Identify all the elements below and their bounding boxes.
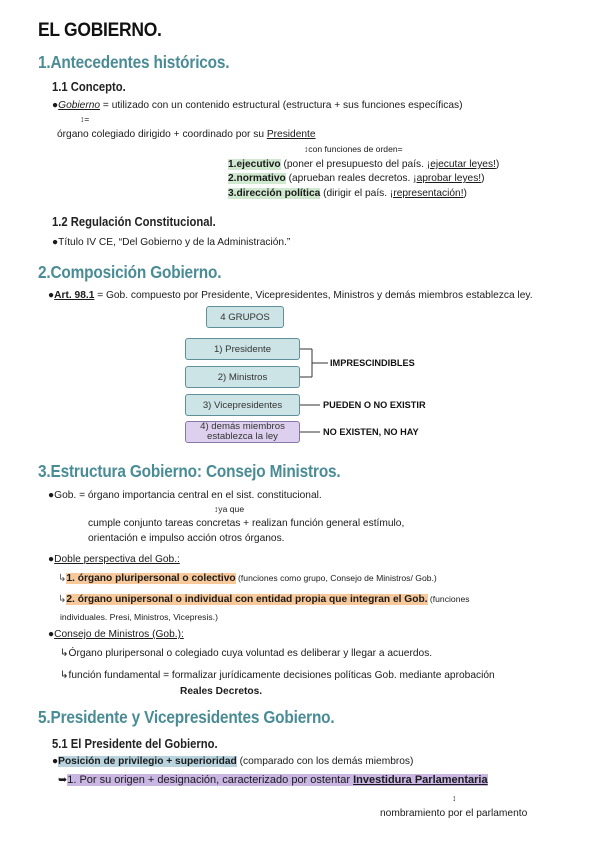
group-vicepresidentes-box: 3) Vicepresidentes <box>185 394 300 416</box>
function-political <box>228 187 467 200</box>
structure-p1c: cumple conjunto tareas concretas + realizan función general estímulo, <box>88 518 405 529</box>
article-ref: Art. 98.1 <box>54 290 95 301</box>
function-normative-emph: ¡aprobar leyes! <box>413 173 482 184</box>
functions-intro: ↕con funciones de orden= <box>304 144 403 154</box>
bullet: ● <box>52 756 59 767</box>
perspective-individual-note-2: individuales. Presi, Ministros, Vicepresis.) <box>60 612 218 622</box>
section-5-heading: 5.Presidente y Vicepresidentes Gobierno. <box>38 707 335 727</box>
diagram-connectors <box>300 340 330 440</box>
function-political-text: (dirigir el país. <box>320 188 390 199</box>
groups-box: 4 GRUPOS <box>206 306 284 328</box>
consejo-p3a: ↳Órgano pluripersonal o colegiado cuya voluntad es deliberar y llegar a acuerdos. <box>60 648 433 659</box>
concept-definition <box>52 99 463 112</box>
structure-ya-que: ↕ya que <box>214 504 245 514</box>
function-normative <box>228 172 485 185</box>
arrow-icon: ↳ <box>58 573 67 584</box>
group-presidente-box: 1) Presidente <box>185 338 300 360</box>
double-perspective <box>48 553 180 566</box>
structure-p1: ●Gob. = órgano importancia central en el sist. constitucional. <box>48 490 322 501</box>
article-text: = Gob. compuesto por Presidente, Vicepresidentes, Ministros y demás miembros establezca ley. <box>94 290 533 301</box>
label-pueden-o-no: PUEDEN O NO EXISTIR <box>323 400 426 410</box>
equivalence-mark: ↕= <box>80 114 90 124</box>
regulation-text: ●Título IV CE, “Del Gobierno y de la Administración.” <box>52 237 291 248</box>
bracket-connector <box>300 349 328 377</box>
label-no-existen: NO EXISTEN, NO HAY <box>323 427 419 437</box>
investidura-parlamentaria: Investidura Parlamentaria <box>353 774 488 786</box>
consejo-p3b: ↳función fundamental = formalizar jurídicamente decisiones políticas Gob. mediante aprobación <box>60 670 495 681</box>
concept-line-2 <box>57 128 316 141</box>
bullet: ● <box>48 629 55 640</box>
perspective-collective-note: (funciones como grupo, Consejo de Ministros/ Gob.) <box>235 573 437 583</box>
structure-p1d: orientación e impulso acción otros órganos. <box>88 533 285 544</box>
section-1-1-heading: 1.1 Concepto. <box>52 80 126 94</box>
president-privilege-note: (comparado con los demás miembros) <box>236 756 414 767</box>
section-3-heading: 3.Estructura Gobierno: Consejo Ministros. <box>38 461 341 481</box>
double-perspective-text: Doble perspectiva del Gob.: <box>54 554 180 565</box>
paren: ) <box>481 173 485 184</box>
section-1-heading: 1.Antecedentes históricos. <box>38 52 230 72</box>
paren: ) <box>463 188 467 199</box>
function-normative-label: 2.normativo <box>228 173 286 184</box>
concept-line-2-text: órgano colegiado dirigido + coordinado por su <box>57 129 267 140</box>
perspective-individual <box>58 593 470 606</box>
function-executive-emph: ¡ejecutar leyes! <box>426 159 496 170</box>
bullet: ● <box>52 100 59 111</box>
definition-text: = utilizado con un contenido estructural (estructura + sus funciones específicas) <box>100 100 463 111</box>
consejo-ministros <box>48 628 184 641</box>
bullet: ● <box>48 290 55 301</box>
section-2-heading: 2.Composición Gobierno. <box>38 262 222 282</box>
function-executive <box>228 158 499 171</box>
function-political-label: 3.dirección política <box>228 188 321 199</box>
perspective-individual-note: (funciones <box>427 594 470 604</box>
group-demas-miembros-box: 4) demás miembros establezca la ley <box>185 421 300 443</box>
section-5-1-heading: 5.1 El Presidente del Gobierno. <box>52 737 218 751</box>
curved-arrow-icon: ➥ <box>58 774 68 786</box>
reales-decretos: Reales Decretos. <box>180 686 263 697</box>
function-normative-text: (aprueban reales decretos. <box>285 173 414 184</box>
page-title: EL GOBIERNO. <box>38 20 162 41</box>
nombramiento-text: nombramiento por el parlamento <box>380 808 528 819</box>
paren: ) <box>495 159 500 170</box>
article-98-line <box>48 289 533 302</box>
section-1-2-heading: 1.2 Regulación Constitucional. <box>52 215 216 229</box>
president-privilege <box>52 755 413 768</box>
consejo-ministros-text: Consejo de Ministros (Gob.): <box>54 629 184 640</box>
group-ministros-box: 2) Ministros <box>185 366 300 388</box>
arrow-icon: ↳ <box>58 594 67 605</box>
president-origin-text: 1. Por su origen + designación, caracterizado por ostentar <box>67 774 354 786</box>
function-political-emph: ¡representación! <box>389 188 464 199</box>
function-executive-text: (poner el presupuesto del país. <box>280 159 427 170</box>
down-arrow-icon: ↕ <box>452 793 457 803</box>
function-executive-label: 1.ejecutivo <box>228 159 281 170</box>
bullet: ● <box>48 554 55 565</box>
gobierno-term: Gobierno <box>58 100 101 111</box>
label-imprescindibles: IMPRESCINDIBLES <box>330 358 415 368</box>
president-privilege-label: Posición de privilegio + superioridad <box>58 756 237 767</box>
president-origin <box>58 773 488 787</box>
perspective-individual-label: 2. órgano unipersonal o individual con entidad propia que integran el Gob. <box>66 594 428 605</box>
perspective-collective-label: 1. órgano pluripersonal o colectivo <box>66 573 236 584</box>
presidente-term: Presidente <box>266 129 316 140</box>
perspective-collective <box>58 572 437 585</box>
